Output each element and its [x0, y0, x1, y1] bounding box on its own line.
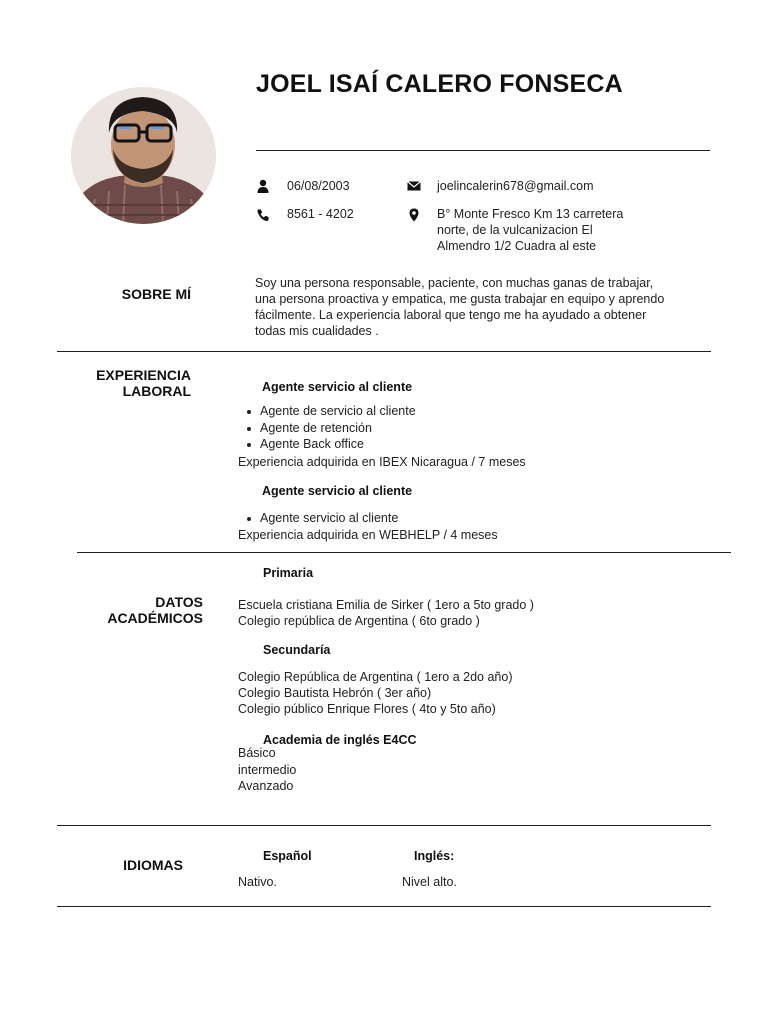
list-item: Avanzado	[238, 779, 294, 793]
about-section-title: SOBRE MÍ	[121, 286, 191, 302]
english-academy-title: Academia de inglés E4CC	[263, 733, 417, 747]
address	[437, 206, 623, 254]
list-item: Colegio República de Argentina ( 1ero a 2do año)	[238, 670, 513, 684]
job-duties-list	[238, 403, 416, 453]
experience-title-line: EXPERIENCIA	[96, 367, 191, 383]
job-note: Experiencia adquirida en WEBHELP / 4 meses	[238, 528, 498, 542]
person-icon	[256, 179, 270, 193]
section-divider	[77, 552, 731, 553]
list-item: Agente Back office	[238, 436, 416, 453]
about-line: Soy una persona responsable, paciente, con muchas ganas de trabajar,	[255, 276, 654, 290]
secondary-school-title: Secundaría	[263, 643, 331, 657]
experience-title-line: LABORAL	[122, 383, 191, 399]
primary-school-title: Primaria	[263, 566, 314, 580]
job-duties-list	[238, 510, 398, 527]
list-item: Agente de retención	[238, 420, 416, 437]
about-line: todas mis cualidades .	[255, 324, 379, 338]
email-address: joelincalerin678@gmail.com	[437, 179, 594, 193]
section-divider	[57, 906, 711, 907]
mail-icon	[407, 179, 421, 193]
candidate-name: JOEL ISAÍ CALERO FONSECA	[256, 70, 623, 98]
list-item: Básico	[238, 746, 276, 760]
header-divider	[256, 150, 710, 151]
address-line: norte, de la vulcanizacion El	[437, 223, 593, 237]
birthdate: 06/08/2003	[287, 179, 350, 193]
list-item: Colegio Bautista Hebrón ( 3er año)	[238, 686, 432, 700]
english-levels-list	[238, 745, 296, 795]
address-line: Almendro 1/2 Cuadra al este	[437, 239, 597, 253]
list-item: Colegio público Enrique Flores ( 4to y 5to año)	[238, 702, 496, 716]
list-item: intermedio	[238, 762, 297, 777]
profile-photo-illustration	[71, 87, 216, 224]
education-title-line: DATOS	[155, 594, 203, 610]
location-pin-icon	[407, 208, 421, 222]
list-item: Agente servicio al cliente	[238, 510, 398, 527]
secondary-school-list	[238, 669, 513, 717]
languages-section-title: IDIOMAS	[123, 857, 183, 873]
language-level: Nativo.	[238, 875, 277, 889]
language-level: Nivel alto.	[402, 875, 457, 889]
address-line: B° Monte Fresco Km 13 carretera	[437, 207, 624, 221]
education-title-line: ACADÉMICOS	[107, 610, 203, 626]
section-divider	[57, 351, 711, 352]
list-item: Agente de servicio al cliente	[238, 403, 416, 420]
primary-school-list	[238, 597, 534, 629]
job-title: Agente servicio al cliente	[262, 380, 413, 394]
phone-number: 8561 - 4202	[287, 207, 354, 221]
list-item: Escuela cristiana Emilia de Sirker ( 1ero a 5to grado )	[238, 598, 534, 612]
about-line: una persona proactiva y empatica, me gusta trabajar en equipo y aprendo	[255, 292, 665, 306]
about-line: fácilmente. La experiencia laboral que tengo me ha ayudado a obtener	[255, 308, 647, 322]
job-note: Experiencia adquirida en IBEX Nicaragua / 7 meses	[238, 455, 526, 469]
profile-photo	[71, 87, 216, 224]
education-section-title	[80, 594, 203, 626]
phone-icon	[256, 208, 270, 222]
job-title: Agente servicio al cliente	[262, 484, 413, 498]
list-item: Colegio república de Argentina ( 6to grado )	[238, 614, 480, 628]
about-text	[255, 275, 710, 339]
section-divider	[57, 825, 711, 826]
language-name: Inglés:	[414, 849, 455, 863]
experience-section-title	[70, 367, 191, 399]
language-name: Español	[263, 849, 312, 863]
